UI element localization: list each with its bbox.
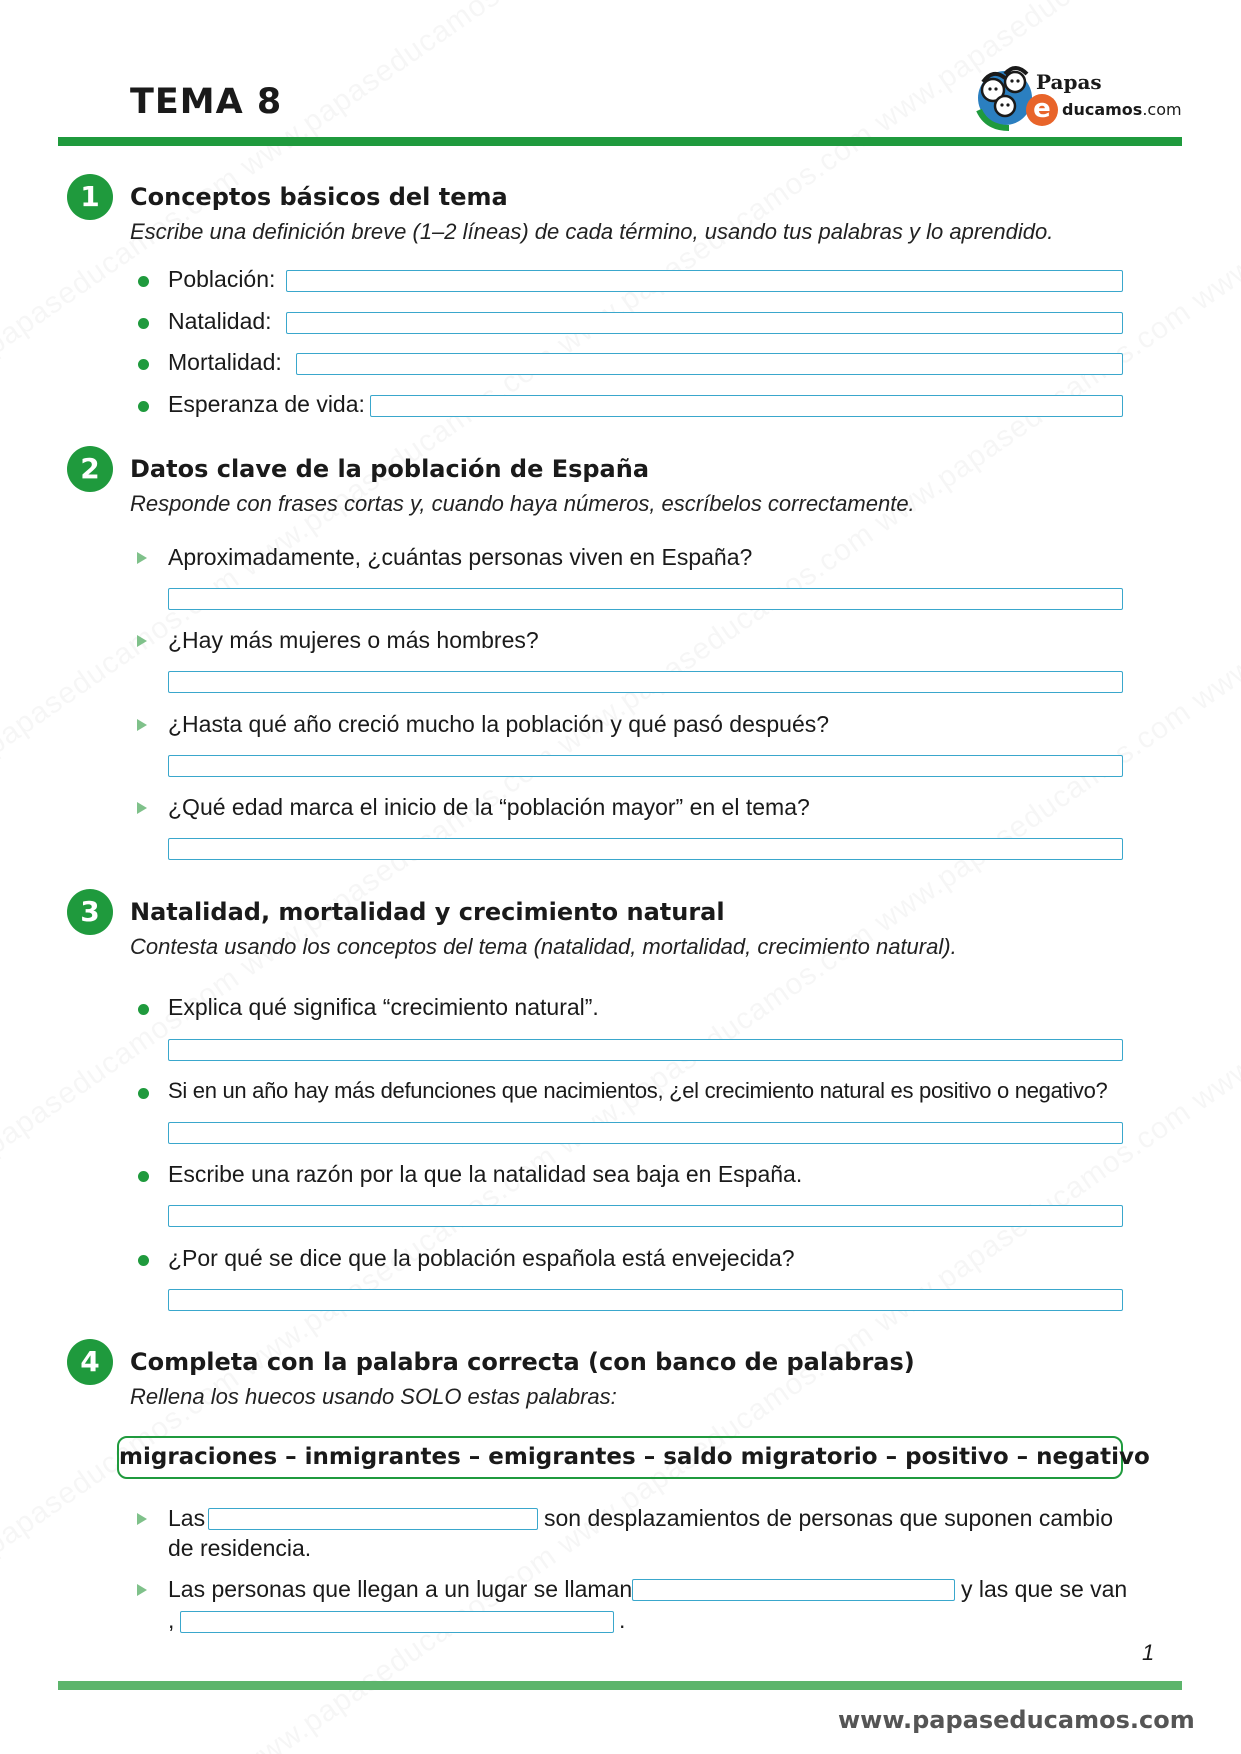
bullet-icon xyxy=(138,1088,149,1099)
logo-text-educamos xyxy=(1062,100,1182,119)
bullet-icon xyxy=(138,1004,149,1015)
question-text: Aproximadamente, ¿cuántas personas viven en España? xyxy=(168,544,753,570)
triangle-bullet-icon xyxy=(137,1584,147,1596)
section-number-2: 2 xyxy=(67,446,113,492)
section-title-3: Natalidad, mortalidad y crecimiento natural xyxy=(130,898,725,926)
section-subtitle-3: Contesta usando los conceptos del tema (natalidad, mortalidad, crecimiento natural). xyxy=(130,934,957,959)
blank-field[interactable] xyxy=(208,1508,538,1530)
logo-text-ducamos: ducamos xyxy=(1062,100,1143,119)
question-text: ¿Qué edad marca el inicio de la “población mayor” en el tema? xyxy=(168,794,810,820)
bullet-icon xyxy=(138,1171,149,1182)
definition-field-esperanza-de-vida[interactable] xyxy=(370,395,1123,417)
logo-text-papas: Papas xyxy=(1036,70,1102,94)
question-text: ¿Hasta qué año creció mucho la población y qué pasó después? xyxy=(168,711,830,737)
question-text: ¿Por qué se dice que la población española está envejecida? xyxy=(168,1245,795,1271)
fill-text-before: Las personas que llegan a un lugar se llaman xyxy=(168,1576,633,1602)
question-text: ¿Hay más mujeres o más hombres? xyxy=(168,627,539,653)
triangle-bullet-icon xyxy=(137,802,147,814)
fill-text-period: . xyxy=(619,1607,626,1633)
logo-e-letter: e xyxy=(1033,94,1051,124)
term-label-natalidad: Natalidad: xyxy=(168,308,272,334)
section-subtitle-4: Rellena los huecos usando SOLO estas palabras: xyxy=(130,1384,617,1409)
footer-url: www.papaseducamos.com xyxy=(838,1706,1195,1734)
section-number-1: 1 xyxy=(67,174,113,220)
bullet-icon xyxy=(138,1255,149,1266)
word-bank: migraciones – inmigrantes – emigrantes – saldo migratorio – positivo – negativo xyxy=(117,1436,1123,1479)
blank-field-emigrantes[interactable] xyxy=(180,1611,614,1633)
answer-field[interactable] xyxy=(168,838,1123,860)
blank-field-inmigrantes[interactable] xyxy=(632,1579,955,1601)
term-label-poblacion: Población: xyxy=(168,266,276,292)
logo-e-badge xyxy=(1026,94,1058,126)
triangle-bullet-icon xyxy=(137,635,147,647)
page-title: TEMA 8 xyxy=(130,82,283,122)
footer-divider xyxy=(58,1681,1182,1690)
bullet-icon xyxy=(138,318,149,329)
section-title-4: Completa con la palabra correcta (con banco de palabras) xyxy=(130,1348,915,1376)
section-title-2: Datos clave de la población de España xyxy=(130,455,650,483)
question-text: Explica qué significa “crecimiento natural”. xyxy=(168,994,599,1020)
fill-text-after: y las que se van xyxy=(961,1576,1128,1602)
question-text: Escribe una razón por la que la natalidad sea baja en España. xyxy=(168,1161,803,1187)
bullet-icon xyxy=(138,401,149,412)
header-divider xyxy=(58,137,1182,146)
answer-field[interactable] xyxy=(168,1122,1123,1144)
term-label-mortalidad: Mortalidad: xyxy=(168,349,282,375)
page-number: 1 xyxy=(1142,1640,1155,1665)
section-number-4: 4 xyxy=(67,1339,113,1385)
answer-field[interactable] xyxy=(168,671,1123,693)
section-subtitle-1: Escribe una definición breve (1–2 líneas) de cada término, usando tus palabras y lo aprendido. xyxy=(130,219,1054,244)
logo-text-com: .com xyxy=(1142,100,1182,119)
answer-field[interactable] xyxy=(168,1289,1123,1311)
term-label-esperanza-de-vida: Esperanza de vida: xyxy=(168,391,365,417)
answer-field[interactable] xyxy=(168,1039,1123,1061)
definition-field-poblacion[interactable] xyxy=(286,270,1123,292)
answer-field[interactable] xyxy=(168,755,1123,777)
section-number-3: 3 xyxy=(67,889,113,935)
definition-field-mortalidad[interactable] xyxy=(296,353,1123,375)
definition-field-natalidad[interactable] xyxy=(286,312,1123,334)
bullet-icon xyxy=(138,276,149,287)
triangle-bullet-icon xyxy=(137,719,147,731)
section-title-1: Conceptos básicos del tema xyxy=(130,183,508,211)
triangle-bullet-icon xyxy=(137,1513,147,1525)
fill-text-after: son desplazamientos de personas que suponen cambio xyxy=(544,1505,1113,1531)
question-text: Si en un año hay más defunciones que nacimientos, ¿el crecimiento natural es positivo o negativo? xyxy=(168,1078,1108,1103)
answer-field[interactable] xyxy=(168,588,1123,610)
bullet-icon xyxy=(138,359,149,370)
triangle-bullet-icon xyxy=(137,552,147,564)
answer-field[interactable] xyxy=(168,1205,1123,1227)
fill-text-comma: , xyxy=(168,1607,175,1633)
fill-text-before: Las xyxy=(168,1505,206,1531)
section-subtitle-2: Responde con frases cortas y, cuando haya números, escríbelos correctamente. xyxy=(130,491,915,516)
fill-text-continuation: de residencia. xyxy=(168,1535,312,1561)
